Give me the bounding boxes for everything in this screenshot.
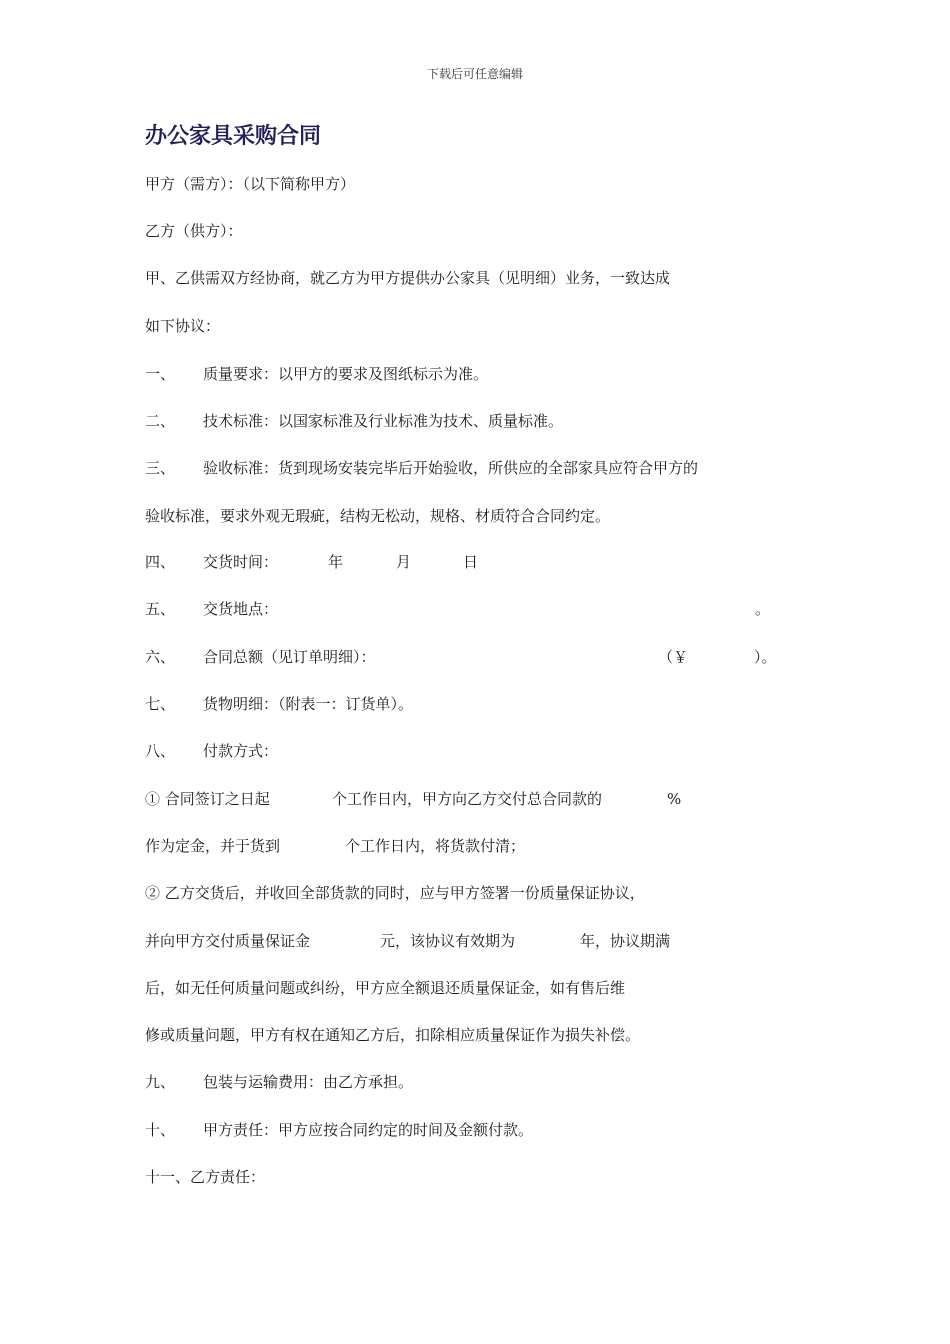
clause-1 [145,364,488,384]
clause-number: 二、 [145,412,176,430]
payment-text: 作为定金，并于货到 [145,837,281,855]
clause-text: 验收标准：货到现场安装完毕后开始验收，所供应的全部家具应符合甲方的 [203,459,699,477]
clause-6 [145,647,845,667]
payment-text: 个工作日内，甲方向乙方交付总合同款的 [332,790,603,808]
clause-number: 十、 [145,1121,176,1139]
intro-line-1: 甲、乙供需双方经协商，就乙方为甲方提供办公家具（见明细）业务，一致达成 [145,269,671,287]
clause-number: 一、 [145,365,176,383]
clause-number: 六、 [145,648,176,666]
clause-11: 十一、乙方责任： [145,1168,266,1186]
clause-text: 货物明细：（附表一：订货单）。 [203,695,414,713]
payment-text: 个工作日内，将货款付清； [345,837,526,855]
payment-line-2 [145,836,845,856]
clause-number: 五、 [145,600,176,618]
month-label: 月 [396,553,412,571]
clause-number: 九、 [145,1073,176,1091]
clause-text: 交货地点： [203,600,279,618]
payment-line-5: 后，如无任何质量问题或纠纷，甲方应全额退还质量保证金，如有售后维 [145,979,626,997]
clause-number: 八、 [145,742,176,760]
clause-text: 质量要求：以甲方的要求及图纸标示为准。 [203,365,489,383]
payment-text: ① 合同签订之日起 [145,790,270,808]
clause-7 [145,694,413,714]
clause-3 [145,458,698,478]
clause-text: 付款方式： [203,742,279,760]
clause-3-continued: 验收标准，要求外观无瑕疵，结构无松动，规格、材质符合合同约定。 [145,507,611,525]
clause-text: 合同总额（见订单明细）： [203,648,376,666]
clause-end-mark: ）。 [754,648,777,666]
clause-end-mark: 。 [755,600,771,618]
payment-line-6: 修或质量问题，甲方有权在通知乙方后，扣除相应质量保证作为损失补偿。 [145,1026,641,1044]
payment-text: 年，协议期满 [580,932,671,950]
payment-text: 元，该协议有效期为 [380,932,516,950]
clause-number: 三、 [145,459,176,477]
day-label: 日 [463,553,479,571]
intro-line-2: 如下协议： [145,317,221,335]
year-label: 年 [328,553,344,571]
clause-text: 技术标准：以国家标准及行业标准为技术、质量标准。 [203,412,564,430]
yen-symbol: （￥ [658,648,689,666]
clause-text: 交货时间： [203,553,279,571]
clause-text: 包装与运输费用：由乙方承担。 [203,1073,414,1091]
page-header-note: 下载后可任意编辑 [426,67,523,81]
payment-line-1 [145,789,845,809]
contract-title: 办公家具采购合同 [145,124,322,149]
clause-text: 甲方责任：甲方应按合同约定的时间及金额付款。 [203,1121,534,1139]
party-a-line: 甲方（需方）：（以下简称甲方） [145,175,356,193]
percent-sign: % [667,790,682,808]
payment-line-4 [145,931,845,951]
clause-5 [145,599,845,619]
clause-number: 四、 [145,553,176,571]
payment-text: 并向甲方交付质量保证金 [145,932,311,950]
party-b-line: 乙方（供方）： [145,222,243,240]
clause-10 [145,1120,533,1140]
clause-number: 七、 [145,695,176,713]
clause-9 [145,1072,413,1092]
clause-4 [145,552,845,572]
clause-2 [145,411,563,431]
clause-8 [145,741,278,761]
payment-line-3: ② 乙方交货后，并收回全部货款的同时，应与甲方签署一份质量保证协议， [145,884,645,902]
